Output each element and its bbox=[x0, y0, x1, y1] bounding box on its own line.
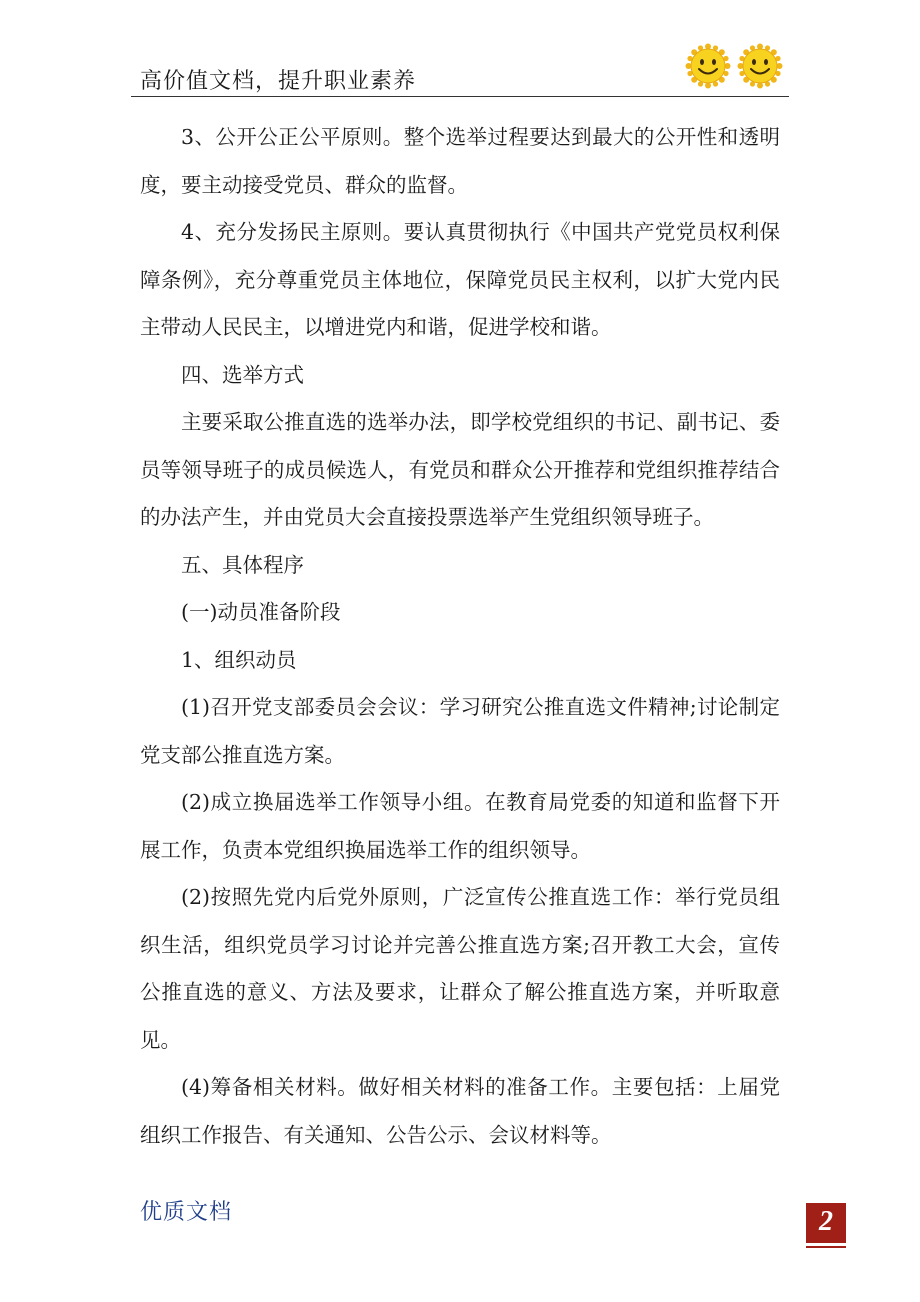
header-title: 高价值文档，提升职业素养 bbox=[140, 69, 417, 94]
section-heading-procedure: 五、具体程序 bbox=[181, 552, 304, 577]
page-number-underline bbox=[806, 1246, 846, 1248]
document-body bbox=[140, 114, 780, 1159]
paragraph-item-2a: (2)成立换届选举工作领导小组。在教育局党委的知道和监督下开展工作，负责本党组织换届选举工作的组织领导。 bbox=[140, 790, 780, 862]
smiley-sun-icon bbox=[737, 43, 783, 89]
paragraph-item-1: (1)召开党支部委员会会议：学习研究公推直选文件精神;讨论制定党支部公推直选方案。 bbox=[140, 695, 780, 767]
paragraph-election-method: 主要采取公推直选的选举办法，即学校党组织的书记、副书记、委员等领导班子的成员候选人，有党员和群众公开推荐和党组织推荐结合的办法产生，并由党员大会直接投票选举产生党组织领导班子。 bbox=[140, 410, 780, 529]
paragraph-principle-4: 4、充分发扬民主原则。要认真贯彻执行《中国共产党党员权利保障条例》，充分尊重党员主体地位，保障党员民主权利，以扩大党内民主带动人民民主，以增进党内和谐，促进学校和谐。 bbox=[140, 220, 780, 339]
subheading-mobilization-stage: (一)动员准备阶段 bbox=[181, 600, 341, 624]
header-divider bbox=[131, 96, 789, 97]
paragraph-item-4: (4)筹备相关材料。做好相关材料的准备工作。主要包括：上届党组织工作报告、有关通知、公告公示、会议材料等。 bbox=[140, 1075, 780, 1147]
smiley-sun-icon bbox=[685, 43, 731, 89]
footer-title: 优质文档 bbox=[140, 1200, 233, 1225]
subheading-organize-mobilization: 1、组织动员 bbox=[181, 647, 297, 672]
paragraph-principle-3: 3、公开公正公平原则。整个选举过程要达到最大的公开性和透明度，要主动接受党员、群众的监督。 bbox=[140, 125, 780, 197]
page-number-badge: 2 bbox=[806, 1203, 846, 1243]
paragraph-item-2b: (2)按照先党内后党外原则，广泛宣传公推直选工作：举行党员组织生活，组织党员学习讨论并完善公推直选方案;召开教工大会，宣传公推直选的意义、方法及要求，让群众了解公推直选方案，并听取意见。 bbox=[140, 885, 780, 1052]
section-heading-election-method: 四、选举方式 bbox=[181, 362, 304, 387]
